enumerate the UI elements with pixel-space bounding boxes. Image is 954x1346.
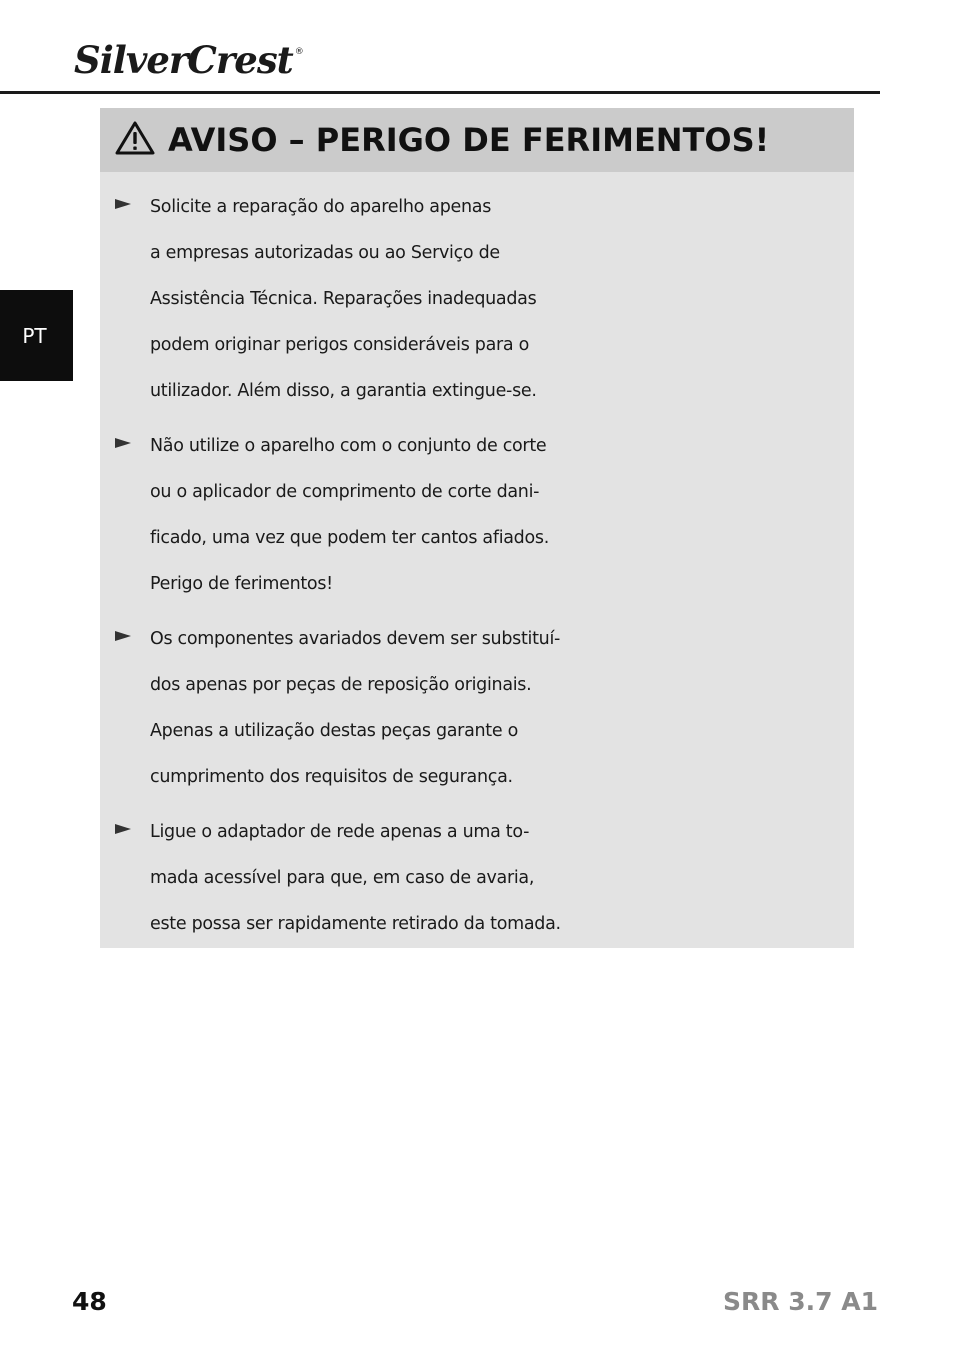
list-item-line: Assistência Técnica. Reparações inadequadas: [150, 289, 537, 309]
list-item-line: Não utilize o aparelho com o conjunto de corte: [150, 436, 547, 456]
bullet-arrow-icon: [115, 438, 131, 448]
list-item-line: utilizador. Além disso, a garantia extingue-se.: [150, 381, 537, 401]
list-item-line: Perigo de ferimentos!: [150, 574, 333, 594]
warning-triangle-icon: [114, 120, 156, 156]
bullet-arrow-icon: [115, 199, 131, 209]
warning-list: [100, 184, 854, 956]
list-item-line: este possa ser rapidamente retirado da tomada.: [150, 914, 561, 934]
list-item-line: ou o aplicador de comprimento de corte dani-: [150, 482, 540, 502]
warning-header: [100, 108, 854, 172]
header-rule: [0, 91, 880, 94]
list-item-line: mada acessível para que, em caso de avaria,: [150, 868, 535, 888]
bullet-arrow-icon: [115, 824, 131, 834]
list-item-line: a empresas autorizadas ou ao Serviço de: [150, 243, 500, 263]
list-item-line: Solicite a reparação do aparelho apenas: [150, 197, 492, 217]
list-item-line: cumprimento dos requisitos de segurança.: [150, 767, 513, 787]
list-item-line: podem originar perigos consideráveis para o: [150, 335, 530, 355]
list-item: [100, 423, 854, 607]
registered-mark: ®: [294, 47, 303, 57]
page-number: 48: [72, 1287, 107, 1316]
model-number: SRR 3.7 A1: [723, 1287, 878, 1316]
brand-logo: [74, 38, 303, 82]
list-item-line: Ligue o adaptador de rede apenas a uma to-: [150, 822, 530, 842]
brand-logo-text: SilverCrest: [74, 38, 293, 82]
language-tab: [0, 290, 73, 381]
list-item-line: ficado, uma vez que podem ter cantos afiados.: [150, 528, 549, 548]
list-item-line: dos apenas por peças de reposição originais.: [150, 675, 532, 695]
warning-box: [100, 108, 854, 948]
language-tab-label: PT: [22, 323, 47, 348]
list-item: [100, 809, 854, 947]
bullet-arrow-icon: [115, 631, 131, 641]
list-item: [100, 184, 854, 414]
list-item-line: Os componentes avariados devem ser substituí-: [150, 629, 561, 649]
warning-title: AVISO – PERIGO DE FERIMENTOS!: [168, 121, 770, 159]
list-item: [100, 616, 854, 800]
list-item-line: Apenas a utilização destas peças garante o: [150, 721, 518, 741]
